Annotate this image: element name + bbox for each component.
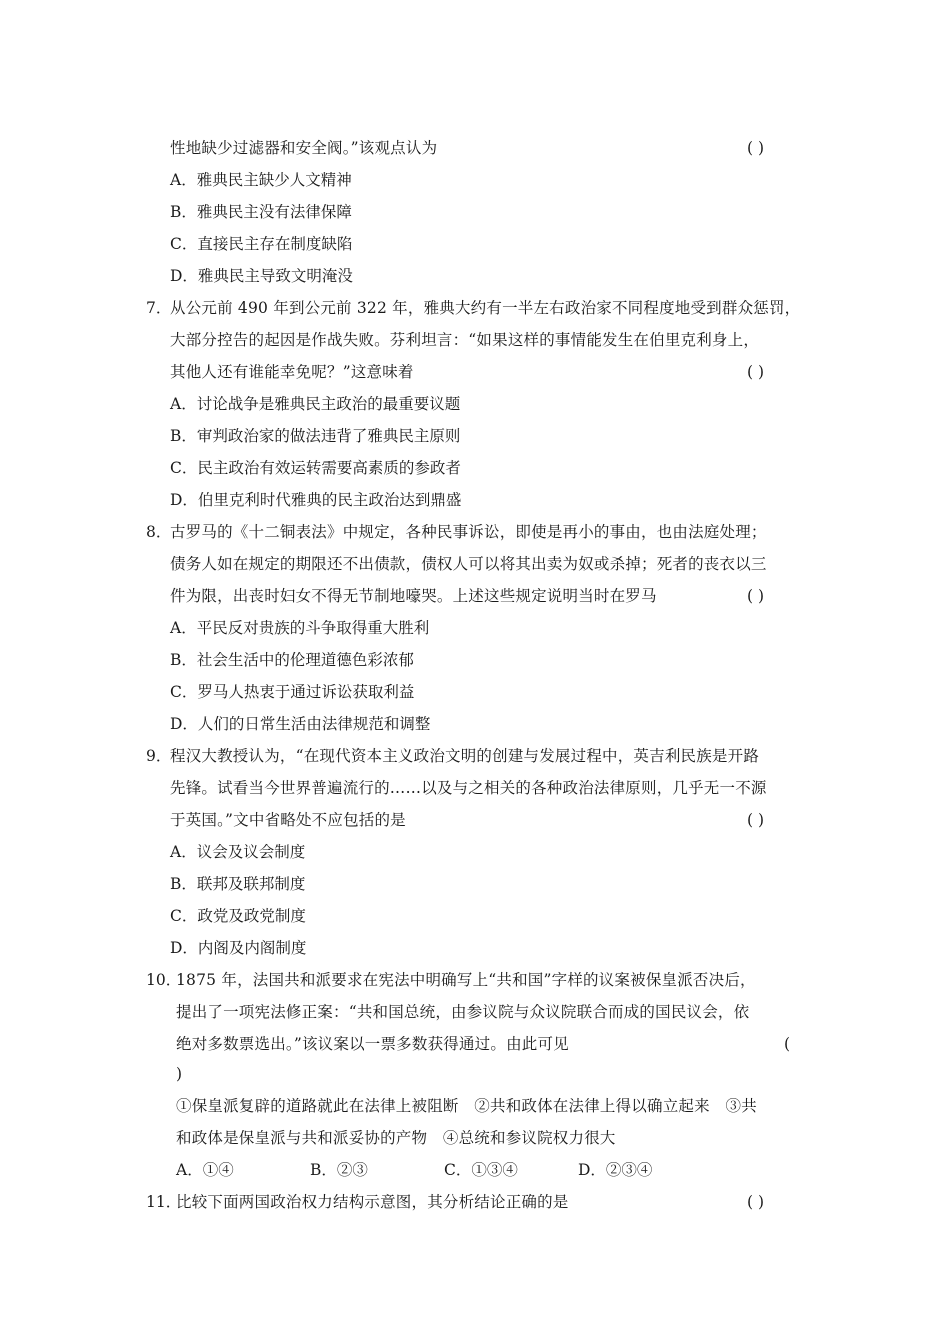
- q10-stem-line: 绝对多数票选出。”该议案以一票多数获得通过。由此可见: [176, 1035, 569, 1053]
- q10-stem-line: 1875 年，法国共和派要求在宪法中明确写上“共和国”字样的议案被保皇派否决后，: [176, 971, 756, 989]
- q7-option-c: C．民主政治有效运转需要高素质的参政者: [170, 459, 461, 477]
- q9-option-a: A．议会及议会制度: [170, 843, 306, 861]
- q10-option-d: D．②③④: [578, 1161, 653, 1179]
- q8-option-b: B．社会生活中的伦理道德色彩浓郁: [170, 651, 414, 669]
- q8-stem-line: 件为限，出丧时妇女不得无节制地嚎哭。上述这些规定说明当时在罗马: [170, 587, 657, 605]
- q10-statement-line: ①保皇派复辟的道路就此在法律上被阻断 ②共和政体在法律上得以确立起来 ③共: [176, 1097, 757, 1115]
- q10-number: 10．: [146, 971, 182, 989]
- answer-bracket: ( ): [747, 811, 765, 829]
- q10-statement-line: 和政体是保皇派与共和派妥协的产物 ④总统和参议院权力很大: [176, 1129, 616, 1147]
- q9-option-c: C．政党及政党制度: [170, 907, 306, 925]
- q10-option-c: C．①③④: [444, 1161, 518, 1179]
- q8-stem-line: 古罗马的《十二铜表法》中规定，各种民事诉讼，即使是再小的事由，也由法庭处理；: [170, 523, 767, 541]
- q9-stem-line: 先锋。试看当今世界普遍流行的……以及与之相关的各种政治法律原则，几乎无一不源: [170, 779, 767, 797]
- q6-option-a: A．雅典民主缺少人文精神: [170, 171, 352, 189]
- q9-stem-line: 于英国。”文中省略处不应包括的是: [170, 811, 406, 829]
- q10-option-a: A．①④: [176, 1161, 234, 1179]
- q8-option-d: D．人们的日常生活由法律规范和调整: [170, 715, 431, 733]
- q9-number: 9．: [146, 747, 172, 765]
- q9-option-b: B．联邦及联邦制度: [170, 875, 306, 893]
- q10-bracket-open: (: [784, 1035, 791, 1053]
- q6-option-d: D．雅典民主导致文明淹没: [170, 267, 353, 285]
- q6-option-b: B．雅典民主没有法律保障: [170, 203, 352, 221]
- q9-stem-line: 程汉大教授认为，“在现代资本主义政治文明的创建与发展过程中，英吉利民族是开路: [170, 747, 760, 765]
- q7-option-d: D．伯里克利时代雅典的民主政治达到鼎盛: [170, 491, 462, 509]
- answer-bracket: ( ): [747, 587, 765, 605]
- q6-stem-line: 性地缺少过滤器和安全阀。”该观点认为: [170, 139, 438, 157]
- q10-option-b: B．②③: [310, 1161, 368, 1179]
- q10-stem-line: 提出了一项宪法修正案：“共和国总统，由参议院与众议院联合而成的国民议会，依: [176, 1003, 750, 1021]
- q7-stem-line: 大部分控告的起因是作战失败。芬利坦言：“如果这样的事情能发生在伯里克利身上，: [170, 331, 760, 349]
- q8-stem-line: 债务人如在规定的期限还不出债款，债权人可以将其出卖为奴或杀掉；死者的丧衣以三: [170, 555, 767, 573]
- q8-option-a: A．平民反对贵族的斗争取得重大胜利: [170, 619, 430, 637]
- q7-option-a: A．讨论战争是雅典民主政治的最重要议题: [170, 395, 461, 413]
- answer-bracket: ( ): [747, 363, 765, 381]
- q11-number: 11．: [146, 1193, 182, 1211]
- q7-number: 7．: [146, 299, 172, 317]
- q8-option-c: C．罗马人热衷于通过诉讼获取利益: [170, 683, 415, 701]
- q10-bracket-close: ): [176, 1065, 183, 1083]
- answer-bracket: ( ): [747, 1193, 765, 1211]
- answer-bracket: ( ): [747, 139, 765, 157]
- q9-option-d: D．内阁及内阁制度: [170, 939, 307, 957]
- q6-option-c: C．直接民主存在制度缺陷: [170, 235, 353, 253]
- q7-option-b: B．审判政治家的做法违背了雅典民主原则: [170, 427, 461, 445]
- q7-stem-line: 其他人还有谁能幸免呢？”这意味着: [170, 363, 414, 381]
- q7-stem-line: 从公元前 490 年到公元前 322 年，雅典大约有一半左右政治家不同程度地受到群众惩罚，: [170, 299, 801, 317]
- q8-number: 8．: [146, 523, 172, 541]
- q11-stem-line: 比较下面两国政治权力结构示意图，其分析结论正确的是: [176, 1193, 569, 1211]
